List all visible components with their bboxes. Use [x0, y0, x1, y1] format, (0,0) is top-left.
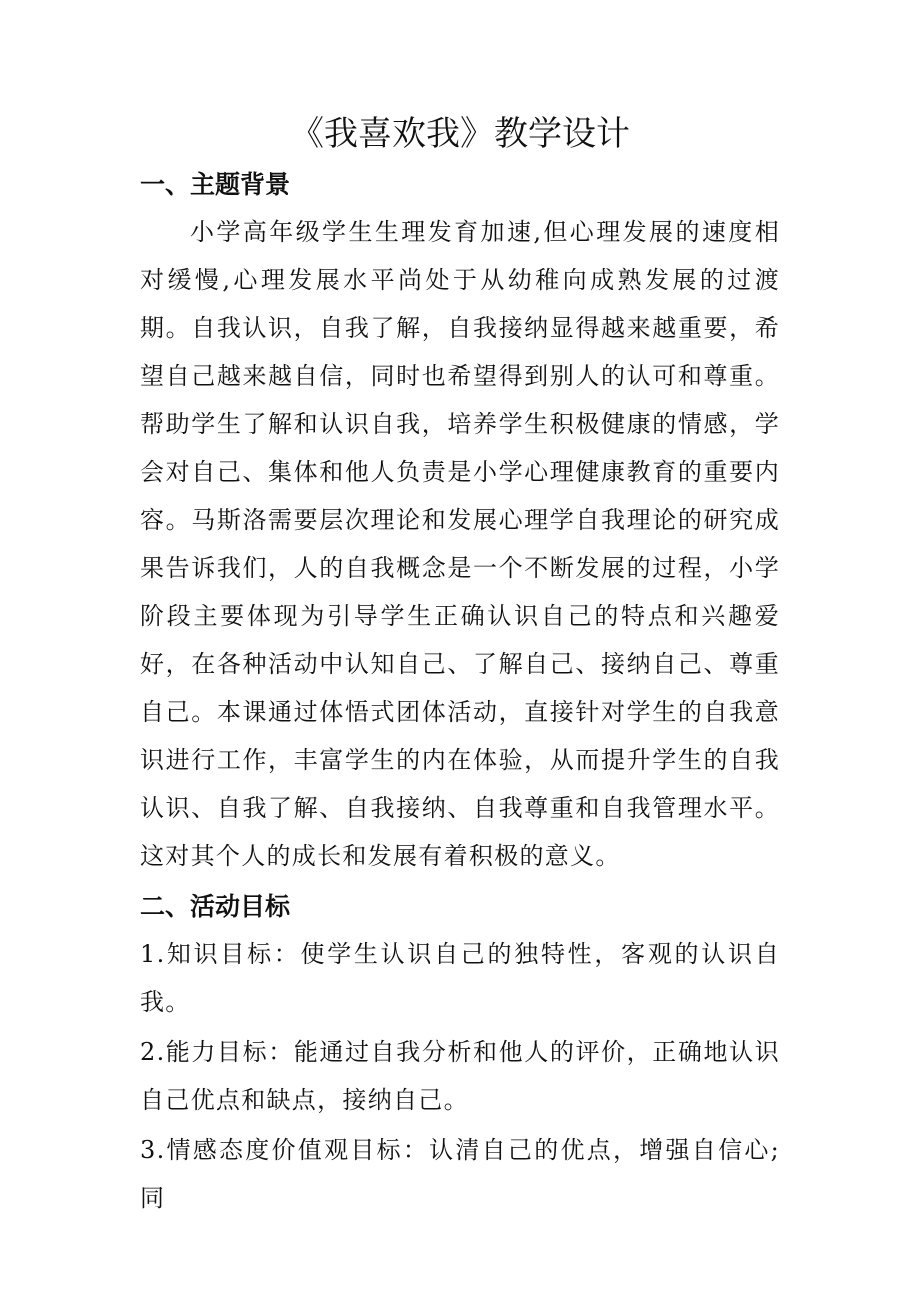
background-paragraph: 小学高年级学生生理发育加速,但心理发展的速度相对缓慢,心理发展水平尚处于从幼稚向成熟发展的过渡期。自我认识，自我了解，自我接纳显得越来越重要，希望自己越来越自信，同时也希望得到别人的认可和尊重。帮助学生了解和认识自我，培养学生积极健康的情感，学会对自己、集体和他人负责是小学心理健康教育的重要内容。马斯洛需要层次理论和发展心理学自我理论的研究成果告诉我们，人的自我概念是一个不断发展的过程，小学阶段主要体现为引导学生正确认识自己的特点和兴趣爱好，在各种活动中认知自己、了解自己、接纳自己、尊重自己。本课通过体悟式团体活动，直接针对学生的自我意识进行工作，丰富学生的内在体验，从而提升学生的自我认识、自我了解、自我接纳、自我尊重和自我管理水平。这对其个人的成长和发展有着积极的意义。 [140, 218, 780, 870]
section-heading-background: 一、主题背景 [140, 170, 291, 199]
document-title: 《我喜欢我》教学设计 [290, 114, 630, 154]
objective-item-ability: 2.能力目标：能通过自我分析和他人的评价，正确地认识自己优点和缺点，接纳自己。 [140, 1038, 780, 1114]
section-heading-objectives: 二、活动目标 [140, 892, 291, 921]
objective-item-knowledge: 1.知识目标：使学生认识自己的独特性，客观的认识自我。 [140, 940, 780, 1016]
objective-item-emotion: 3.情感态度价值观目标：认清自己的优点，增强自信心;同 [140, 1136, 780, 1212]
